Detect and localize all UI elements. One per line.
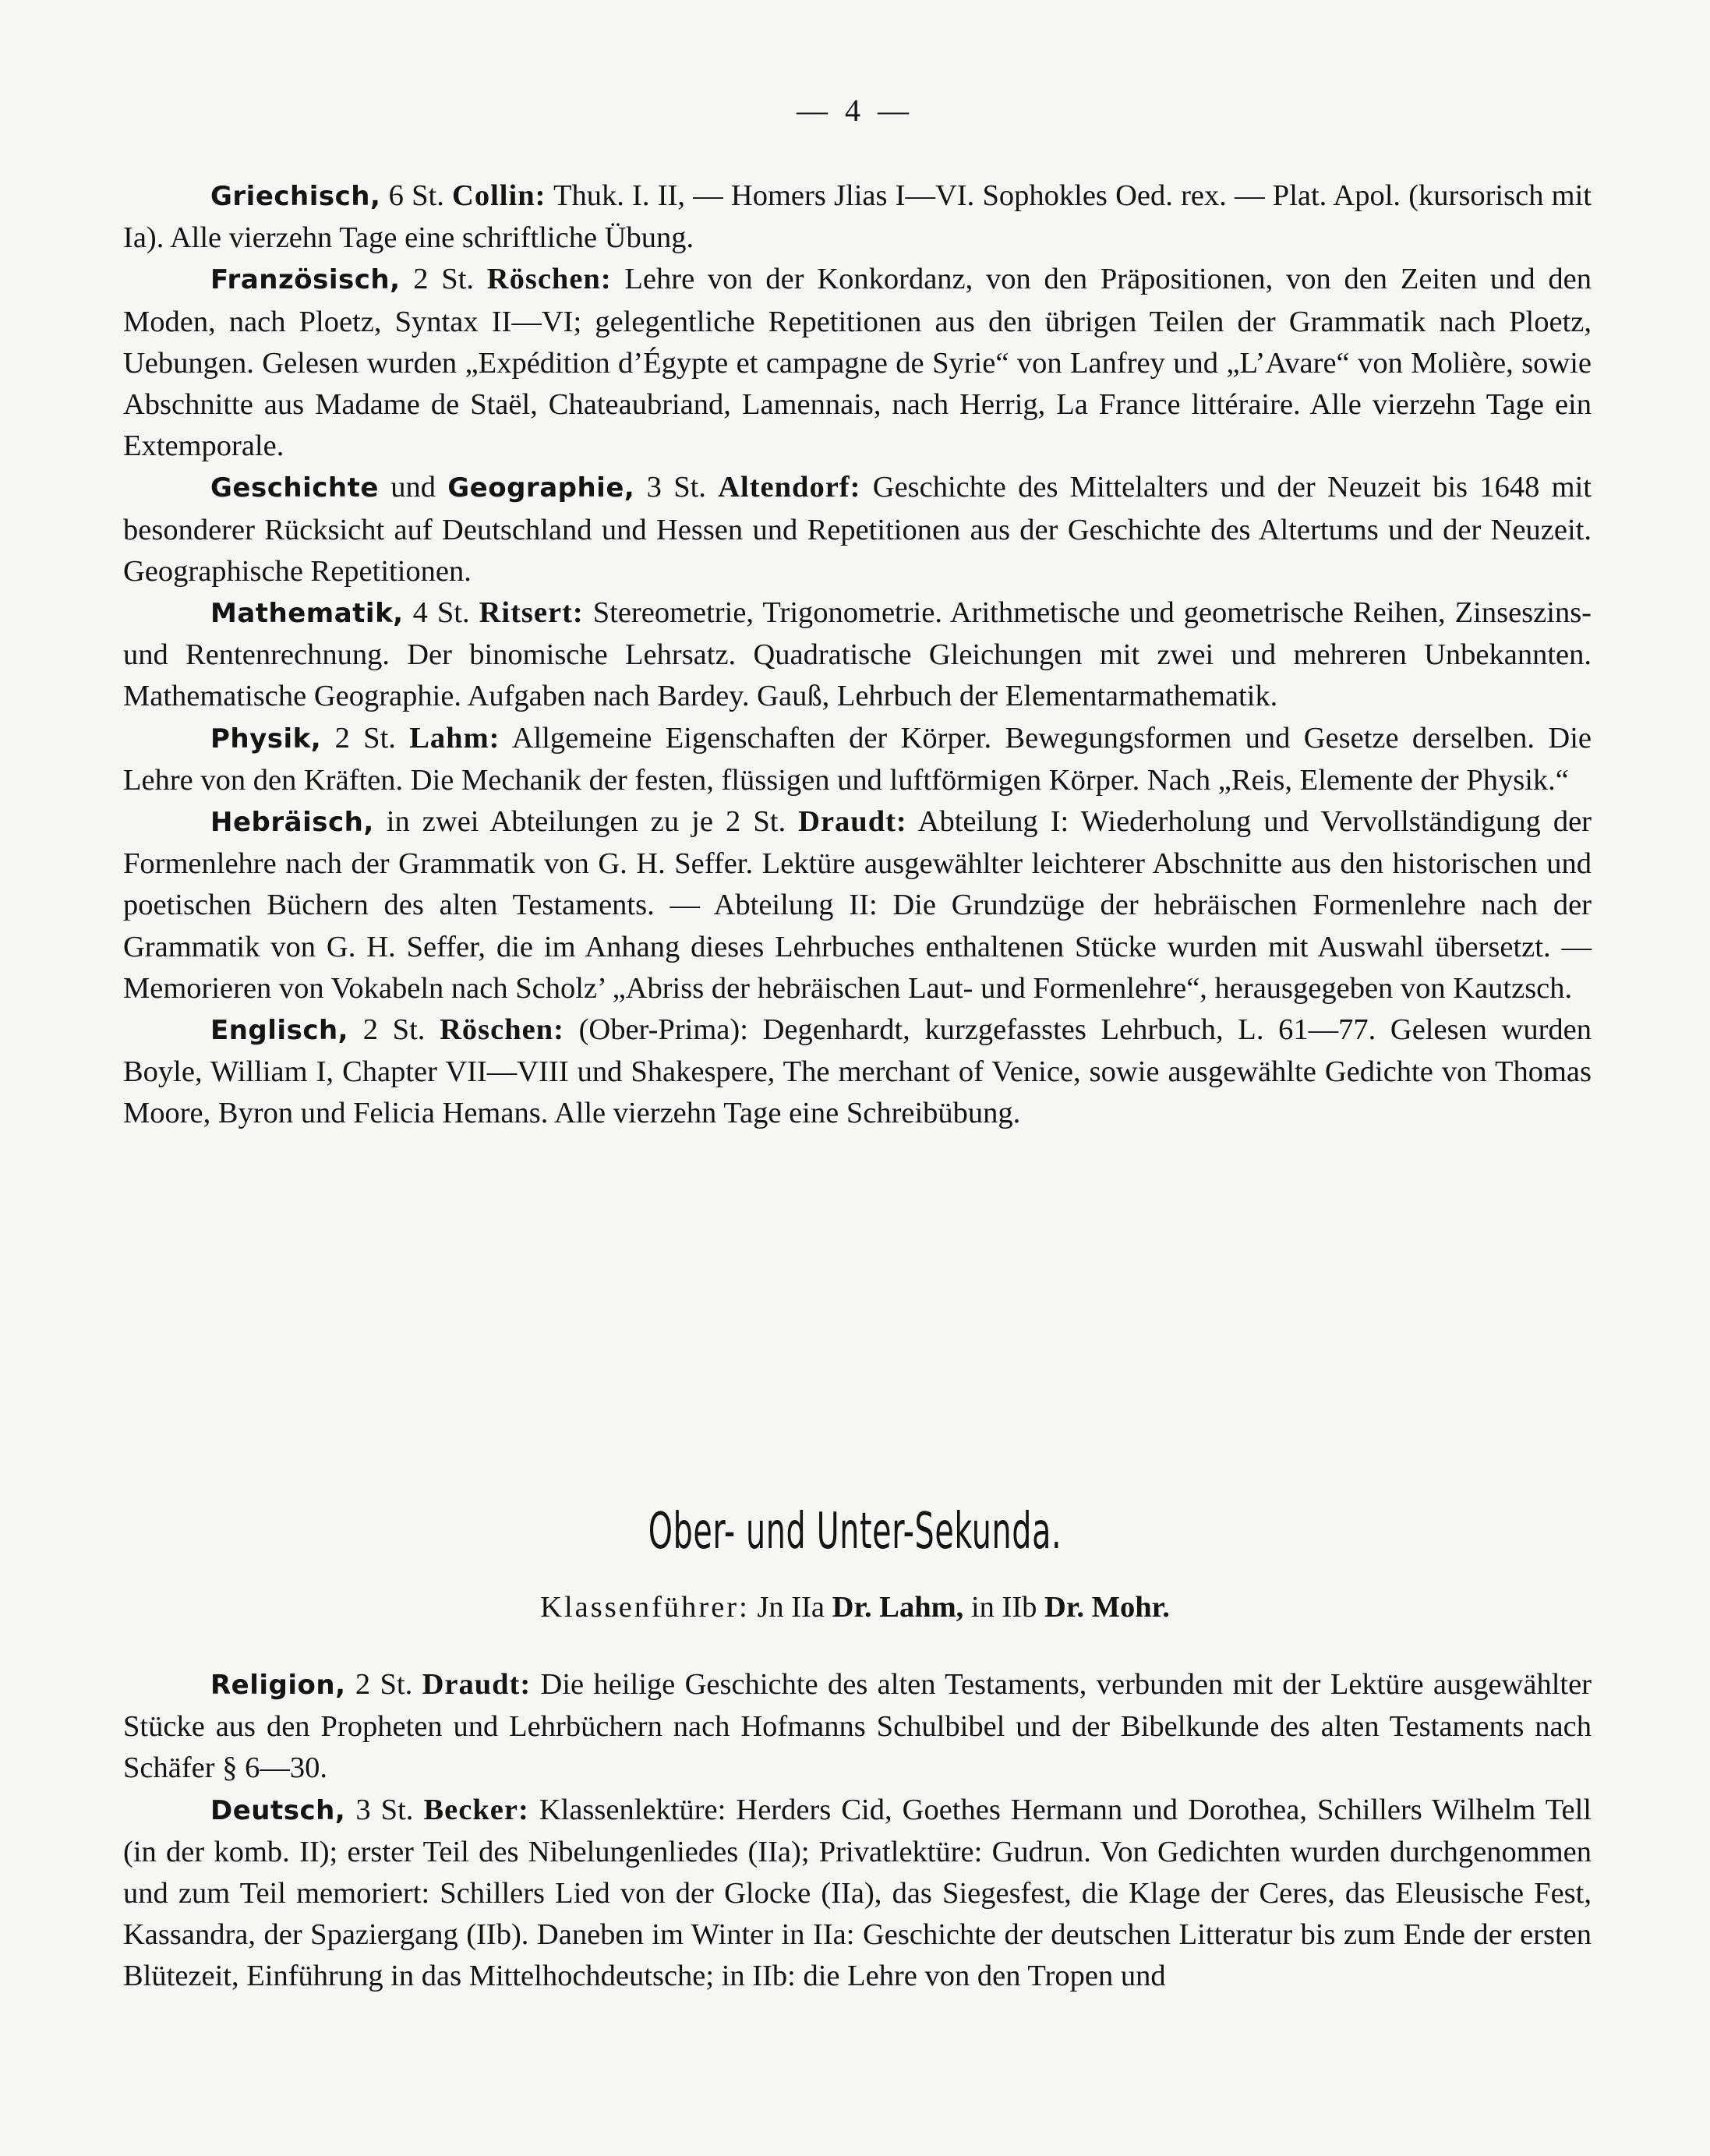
paragraph-text: Lehre von der Konkordanz, von den Präpositionen, von den Zeiten und den Moden, nach Ploetz, Syntax II—VI; gelegentliche Repetitionen aus den übrigen Teilen der Grammatik nach Ploetz, Uebungen. Gelesen wurden „Expédition d’Égypte et campagne de Syrie“ von Lanfrey und „L’Avare“ von Molière, sowie Abschnitte aus Madame de Staël, Chateaubriand, Lamennais, nach Herrig, La France littéraire. Alle vierzehn Tage ein Extemporale.: [123, 263, 1592, 463]
hours: 3 St.: [634, 471, 719, 504]
paragraph-mathematik: [123, 592, 1592, 718]
hours: 4 St.: [403, 596, 479, 630]
paragraph-physik: [123, 718, 1592, 801]
section-heading: Ober- und Unter-Sekunda.: [648, 1503, 1062, 1560]
hours: 2 St.: [348, 1013, 440, 1047]
hours: 6 St.: [380, 179, 453, 212]
subject-heading: Religion,: [210, 1670, 346, 1701]
hours: 3 St.: [345, 1793, 424, 1826]
subject-heading: Französisch,: [210, 264, 401, 296]
paragraph-franzoesisch: [123, 259, 1592, 467]
subject-heading: Hebräisch,: [210, 807, 374, 839]
subject-heading: Englisch,: [210, 1015, 349, 1047]
paragraph-text: Stereometrie, Trigonometrie. Arithmetische und geometrische Reihen, Zinseszins- und Rentenrechnung. Der binomische Lehrsatz. Quadratische Gleichungen mit zwei und mehreren Unbekannten. Mathematische Geographie. Aufgaben nach Bardey. Gauß, Lehrbuch der Elementarmathematik.: [123, 596, 1592, 713]
teacher-name: Röschen:: [440, 1013, 564, 1047]
paragraph-hebraeisch: [123, 801, 1592, 1009]
page-number: — 4 —: [797, 93, 913, 128]
hours: 2 St.: [321, 721, 410, 755]
paragraph-text: Allgemeine Eigenschaften der Körper. Bewegungsformen und Gesetze derselben. Die Lehre von den Kräften. Die Mechanik der festen, flüssigen und luftförmigen Körper. Nach „Reis, Elemente der Physik.“: [123, 721, 1592, 797]
class-leaders-label: Klassenführer:: [540, 1591, 750, 1624]
teacher-name: Ritsert:: [479, 596, 584, 630]
class-leaders-text: Jn IIa: [749, 1591, 832, 1624]
paragraph-text: Die heilige Geschichte des alten Testaments, verbunden mit der Lektüre ausgewählter Stücke aus den Propheten und Lehrbüchern nach Hofmanns Schulbibel und der Bibelkunde des alten Testaments nach Schäfer § 6—30.: [123, 1668, 1592, 1785]
subject-heading: Physik,: [210, 723, 322, 755]
subject-heading: Griechisch,: [210, 181, 381, 212]
bottom-section: [123, 1664, 1592, 1998]
paragraph-text: Abteilung I: Wiederholung und Vervollständigung der Formenlehre nach der Grammatik von G. H. Seffer. Lektüre ausgewählter leichterer Abschnitte aus den historischen und poetischen Büchern des alten Testaments. — Abteilung II: Die Grundzüge der hebräischen Formenlehre nach der Grammatik von G. H. Seffer, die im Anhang dieses Lehrbuches enthaltenen Stücke wurden mit Auswahl übersetzt. — Memorieren von Vokabeln nach Scholz’ „Abriss der hebräischen Laut- und Formenlehre“, herausgegeben von Kautzsch.: [123, 805, 1592, 1005]
subject-heading-2: Geographie,: [447, 472, 635, 504]
teacher-name: Röschen:: [486, 263, 612, 296]
subject-heading: Mathematik,: [210, 598, 404, 630]
class-leader-name: Dr. Mohr.: [1044, 1591, 1170, 1624]
paragraph-griechisch: [123, 175, 1592, 259]
teacher-name: Collin:: [452, 179, 546, 212]
connector-text: und: [378, 471, 448, 504]
paragraph-geschichte: [123, 467, 1592, 592]
subject-heading: Deutsch,: [210, 1794, 346, 1826]
paragraph-deutsch: [123, 1790, 1592, 1998]
class-leaders-line: [0, 1590, 1710, 1624]
teacher-name: Becker:: [423, 1793, 529, 1826]
hours: 2 St.: [400, 263, 487, 296]
teacher-name: Altendorf:: [718, 471, 861, 504]
top-section: [123, 175, 1592, 1135]
teacher-name: Draudt:: [798, 805, 907, 839]
paragraph-englisch: [123, 1009, 1592, 1135]
class-leaders-text: in IIb: [963, 1591, 1045, 1624]
class-leader-name: Dr. Lahm,: [832, 1591, 964, 1624]
paragraph-religion: [123, 1664, 1592, 1790]
subject-heading: Geschichte: [210, 472, 379, 504]
teacher-name: Draudt:: [422, 1668, 532, 1701]
paragraph-text: Geschichte des Mittelalters und der Neuzeit bis 1648 mit besonderer Rücksicht auf Deutschland und Hessen und Repetitionen aus der Geschichte des Altertums und der Neuzeit. Geographische Repetitionen.: [123, 471, 1592, 588]
paragraph-text: (Ober-Prima): Degenhardt, kurzgefasstes Lehrbuch, L. 61—77. Gelesen wurden Boyle, William I, Chapter VII—VIII und Shakespere, The merchant of Venice, sowie ausgewählte Gedichte von Thomas Moore, Byron und Felicia Hemans. Alle vierzehn Tage eine Schreibübung.: [123, 1013, 1592, 1130]
paragraph-text: Thuk. I. II, — Homers Jlias I—VI. Sophokles Oed. rex. — Plat. Apol. (kursorisch mit Ia). Alle vierzehn Tage eine schriftliche Übung.: [123, 179, 1592, 255]
paragraph-text: Klassenlektüre: Herders Cid, Goethes Hermann und Dorothea, Schillers Wilhelm Tell (in der komb. II); erster Teil des Nibelungenliedes (IIa); Privatlektüre: Gudrun. Von Gedichten wurden durchgenommen und zum Teil memoriert: Schillers Lied von der Glocke (IIa), das Siegesfest, die Klage der Ceres, das Eleusische Fest, Kassandra, der Spaziergang (IIb). Daneben im Winter in IIa: Geschichte der deutschen Litteratur bis zum Ende der ersten Blütezeit, Einführung in das Mittelhochdeutsche; in IIb: die Lehre von den Tropen und: [123, 1793, 1592, 1993]
teacher-name: Lahm:: [409, 721, 500, 755]
hours: 2 St.: [345, 1668, 422, 1701]
hours: in zwei Abteilungen zu je 2 St.: [373, 805, 799, 839]
